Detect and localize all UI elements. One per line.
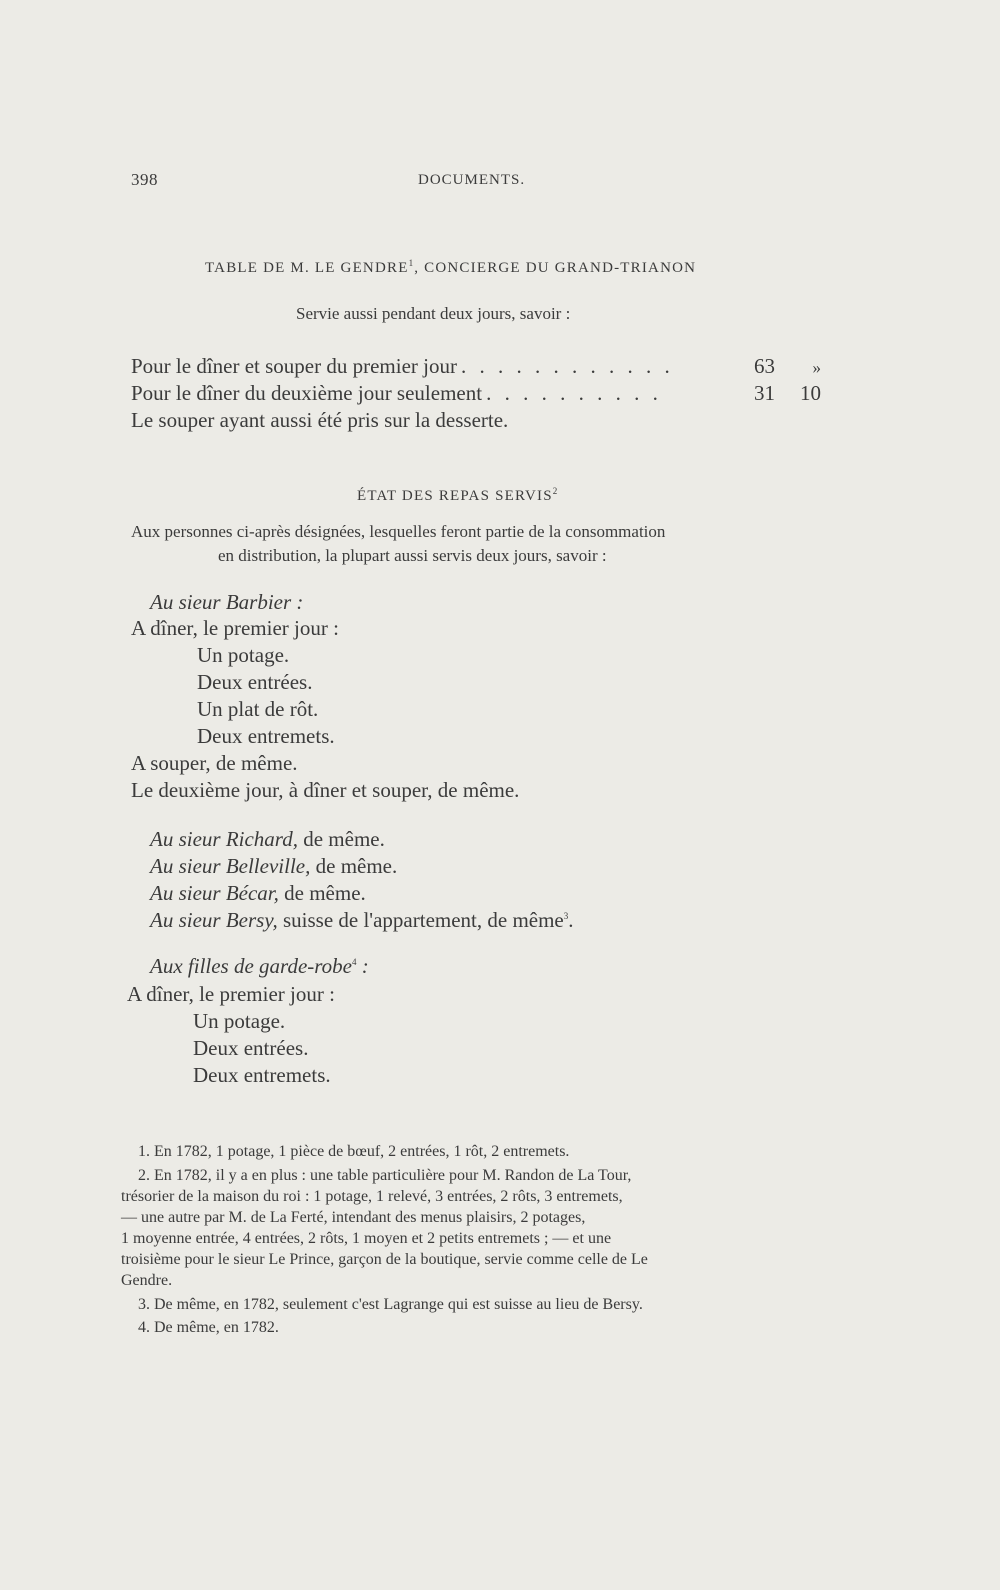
footnote-2-line: Gendre. [121, 1272, 173, 1289]
entry-richard: Au sieur Richard, de même. [150, 827, 385, 851]
section-title-etat: ÉTAT DES REPAS SERVIS$^2$ [357, 486, 559, 504]
heading-filles: Aux filles de garde-robe$^4$ : [150, 954, 369, 978]
footnote-2-line: troisième pour le sieur Le Prince, garçon de la boutique, servie comme celle de Le [121, 1251, 648, 1268]
filles-diner: A dîner, le premier jour : [127, 982, 335, 1006]
section-title-table: TABLE DE M. LE GENDRE$^1$, CONCIERGE DU GRAND-TRIANON [205, 258, 697, 276]
running-title: DOCUMENTS. [418, 172, 526, 188]
filles-item: Deux entremets. [193, 1063, 331, 1087]
footnote-3: 3. De même, en 1782, seulement c'est Lagrange qui est suisse au lieu de Bersy. [138, 1296, 643, 1313]
footnote-2-line: trésorier de la maison du roi : 1 potage, 1 relevé, 3 entrées, 2 rôts, 3 entremets, [121, 1188, 623, 1205]
heading-barbier: Au sieur Barbier : [150, 590, 304, 614]
footnote-4: 4. De même, en 1782. [138, 1319, 279, 1336]
entry-belleville: Au sieur Belleville, de même. [150, 854, 398, 878]
section-intro-line-2: en distribution, la plupart aussi servis deux jours, savoir : [218, 546, 607, 565]
entry-becar: Au sieur Bécar, de même. [150, 881, 366, 905]
section-intro-line-1: Aux personnes ci-après désignées, lesquelles feront partie de la consommation [131, 522, 666, 541]
barbier-item: Un potage. [197, 643, 290, 667]
entry-bersy: Au sieur Bersy, suisse de l'appartement, de même$^3$. [150, 908, 574, 932]
ledger-line-1: Pour le dîner et souper du premier jour . . . . . . . . . . . . 63 » [131, 354, 821, 378]
footnote-2-line: 1 moyenne entrée, 4 entrées, 2 rôts, 1 moyen et 2 petits entremets ; — et une [121, 1230, 612, 1247]
footnote-2-line: — une autre par M. de La Ferté, intendant des menus plaisirs, 2 potages, [121, 1209, 586, 1226]
footnote-2-line: 2. En 1782, il y a en plus : une table particulière pour M. Randon de La Tour, [138, 1167, 632, 1184]
barbier-diner: A dîner, le premier jour : [131, 616, 339, 640]
ledger-line-2: Pour le dîner du deuxième jour seulement . . . . . . . . . . 31 10 [131, 381, 821, 405]
barbier-second-day: Le deuxième jour, à dîner et souper, de même. [131, 778, 520, 802]
barbier-souper: A souper, de même. [131, 751, 298, 775]
filles-item: Deux entrées. [193, 1036, 309, 1060]
section-subtitle: Servie aussi pendant deux jours, savoir : [296, 304, 571, 323]
footnote-1: 1. En 1782, 1 potage, 1 pièce de bœuf, 2 entrées, 1 rôt, 2 entremets. [138, 1143, 570, 1160]
barbier-item: Deux entremets. [197, 724, 335, 748]
barbier-item: Deux entrées. [197, 670, 313, 694]
page-number: 398 [131, 170, 158, 189]
ledger-note: Le souper ayant aussi été pris sur la desserte. [131, 408, 509, 432]
filles-item: Un potage. [193, 1009, 286, 1033]
barbier-item: Un plat de rôt. [197, 697, 319, 721]
